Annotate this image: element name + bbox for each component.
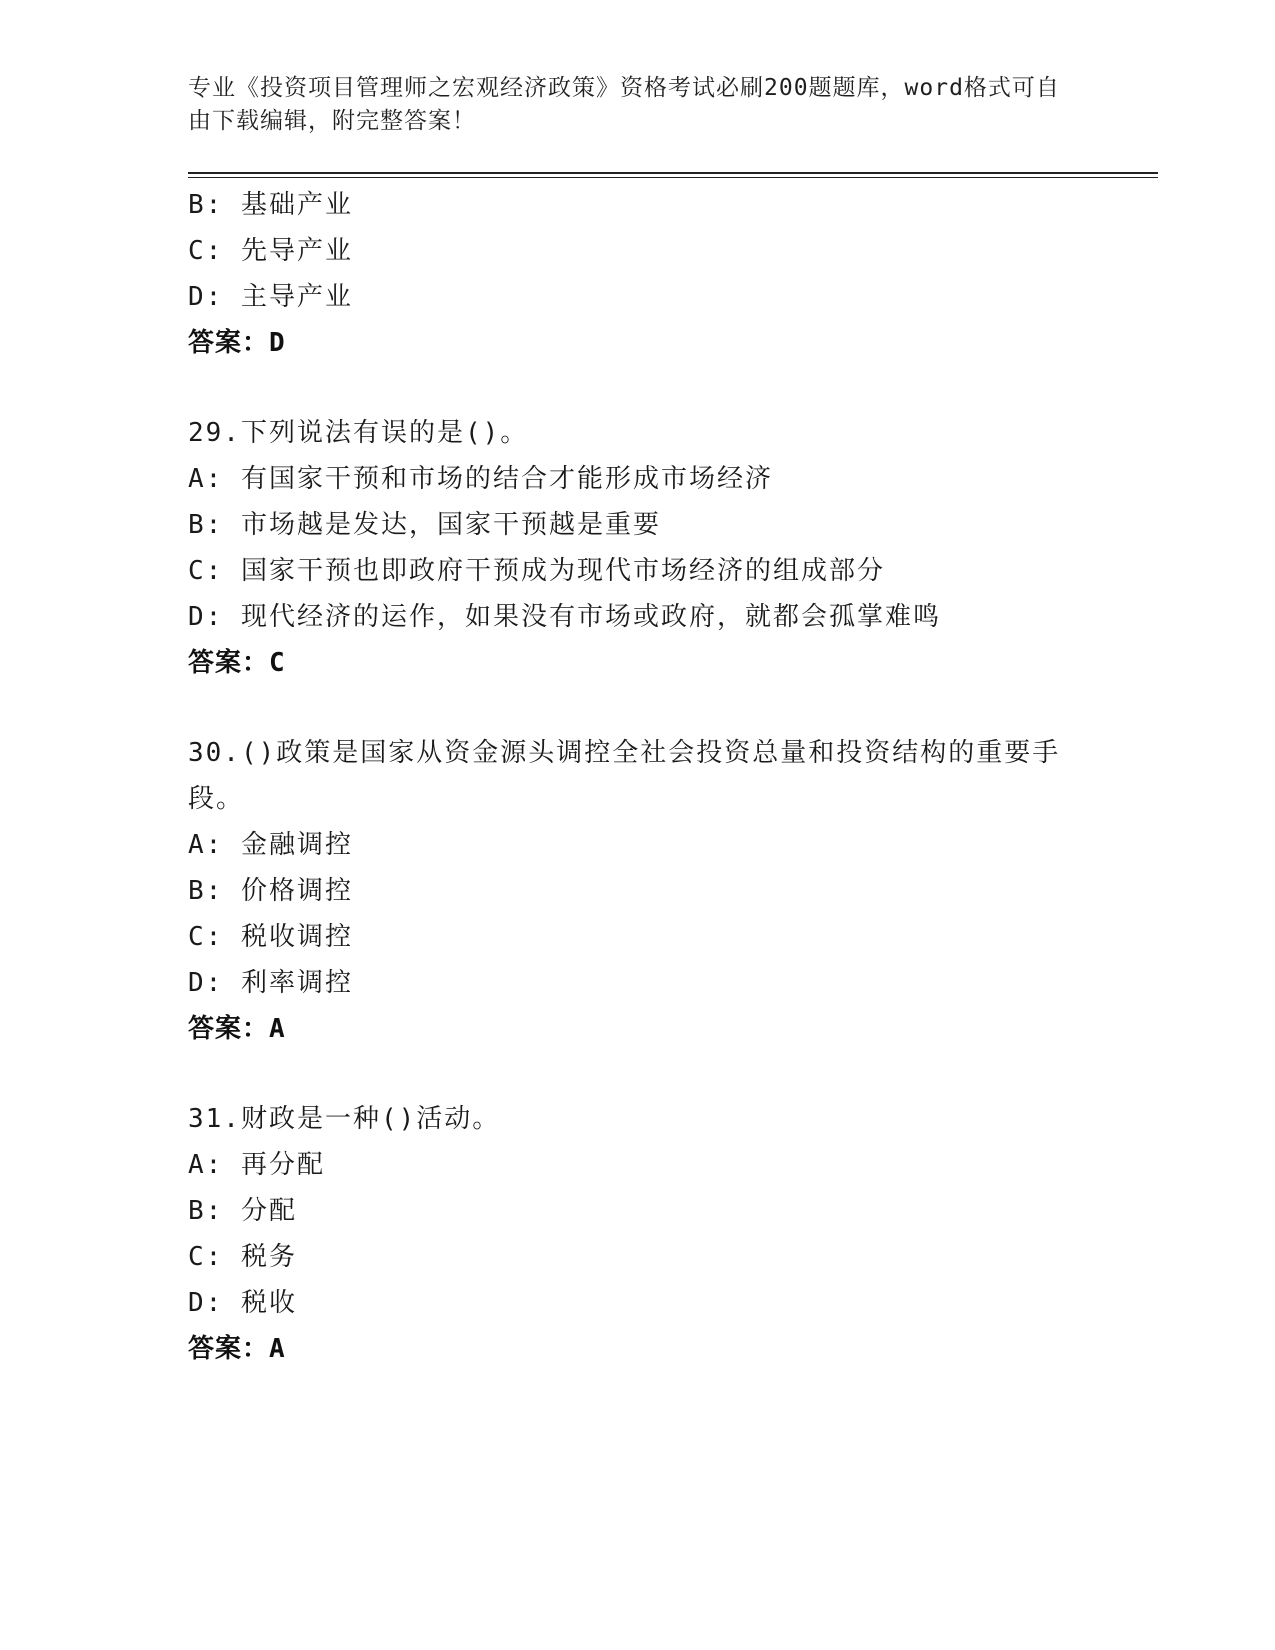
option-b: B: 价格调控 <box>188 876 353 906</box>
question-block <box>188 730 1158 1052</box>
option-d: D: 利率调控 <box>188 968 353 998</box>
question-text: 29.下列说法有误的是()。 <box>188 418 529 448</box>
question-text: 31.财政是一种()活动。 <box>188 1104 501 1134</box>
question-block <box>188 410 1158 686</box>
document-page <box>188 72 1158 1372</box>
question-block <box>188 1096 1158 1372</box>
option-d: D: 现代经济的运作，如果没有市场或政府，就都会孤掌难鸣 <box>188 602 941 632</box>
option-d: D: 税收 <box>188 1288 297 1318</box>
option-a: A: 有国家干预和市场的结合才能形成市场经济 <box>188 464 773 494</box>
option-b: B: 市场越是发达，国家干预越是重要 <box>188 510 661 540</box>
option-c: C: 税务 <box>188 1242 297 1272</box>
document-header: 专业《投资项目管理师之宏观经济政策》资格考试必刷200题题库，word格式可自由下载编辑，附完整答案！ <box>188 75 1060 134</box>
header-divider <box>188 172 1158 178</box>
option-a: A: 金融调控 <box>188 830 353 860</box>
answer-line: 答案：C <box>188 648 286 678</box>
answer-line: 答案：D <box>188 328 286 358</box>
option-c: C: 先导产业 <box>188 236 353 266</box>
option-c: C: 国家干预也即政府干预成为现代市场经济的组成部分 <box>188 556 885 586</box>
option-a: A: 再分配 <box>188 1150 325 1180</box>
answer-line: 答案：A <box>188 1014 286 1044</box>
question-block <box>188 182 1158 366</box>
option-b: B: 分配 <box>188 1196 297 1226</box>
option-d: D: 主导产业 <box>188 282 353 312</box>
option-b: B: 基础产业 <box>188 190 353 220</box>
option-c: C: 税收调控 <box>188 922 353 952</box>
question-list <box>188 182 1158 1372</box>
answer-line: 答案：A <box>188 1334 286 1364</box>
question-text: 30.()政策是国家从资金源头调控全社会投资总量和投资结构的重要手段。 <box>188 738 1061 814</box>
